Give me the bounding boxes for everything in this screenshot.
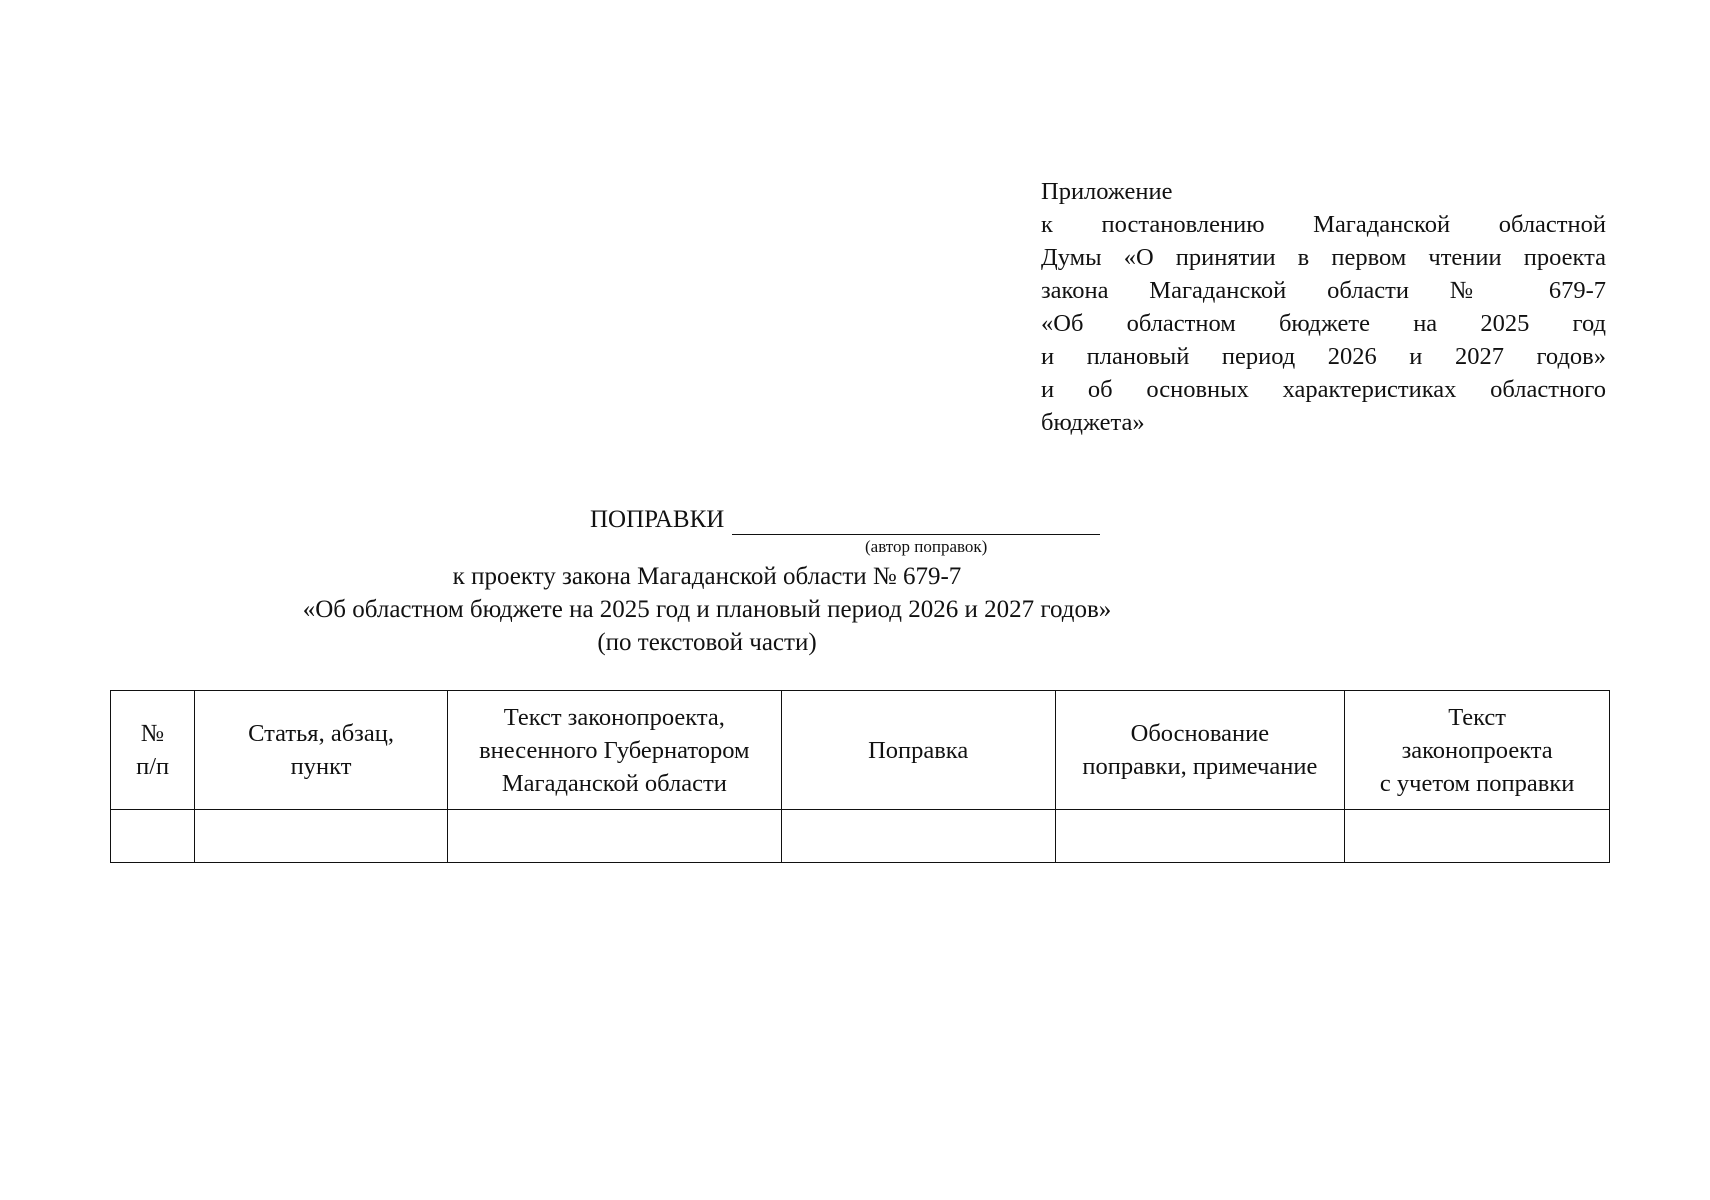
appendix-line: и об основных характеристиках областного — [1041, 376, 1606, 403]
header-number — [111, 691, 195, 810]
header-text: законопроекта — [1401, 736, 1553, 764]
amendments-title — [590, 505, 1100, 535]
appendix-line: «Об областном бюджете на 2025 год — [1041, 310, 1606, 337]
table-cell[interactable] — [111, 810, 195, 863]
author-hint: (автор поправок) — [865, 537, 988, 556]
table-cell[interactable] — [195, 810, 448, 863]
header-text: Текст — [1448, 703, 1507, 731]
header-text: п/п — [136, 753, 170, 780]
header-text: Статья, абзац, — [248, 720, 394, 747]
subtitle-line-1: к проекту закона Магаданской области № 679-7 — [452, 563, 962, 590]
appendix-line: Думы «О принятии в первом чтении проекта — [1041, 244, 1606, 271]
table-cell[interactable] — [1345, 810, 1610, 863]
subtitle-line-3: (по текстовой части) — [597, 629, 817, 656]
table-cell[interactable] — [447, 810, 781, 863]
header-text: № — [140, 720, 165, 747]
header-text: с учетом поправки — [1379, 769, 1575, 797]
table-cell[interactable] — [781, 810, 1055, 863]
header-amendment — [781, 691, 1055, 810]
header-bill-text — [447, 691, 781, 810]
header-text: Поправка — [868, 736, 969, 764]
header-text: пункт — [290, 753, 352, 780]
header-justification — [1055, 691, 1345, 810]
header-text: Магаданской области — [501, 769, 727, 797]
header-text: Обоснование — [1130, 720, 1270, 747]
header-article — [195, 691, 448, 810]
appendix-heading: Приложение — [1041, 178, 1173, 205]
header-text: внесенного Губернатором — [479, 736, 750, 764]
appendix-line: бюджета» — [1041, 409, 1145, 436]
amendments-title-label: ПОПРАВКИ — [590, 506, 725, 533]
appendix-line: и плановый период 2026 и 2027 годов» — [1041, 343, 1606, 370]
appendix-line: к постановлению Магаданской областной — [1041, 211, 1606, 238]
header-amended-text — [1345, 691, 1610, 810]
table-row — [111, 810, 1610, 863]
subtitle-line-2: «Об областном бюджете на 2025 год и плановый период 2026 и 2027 годов» — [302, 596, 1112, 623]
table-header-row — [111, 691, 1610, 810]
header-text: поправки, примечание — [1082, 753, 1318, 780]
appendix-block — [1041, 175, 1606, 439]
appendix-line: закона Магаданской области № 679-7 — [1041, 277, 1606, 304]
author-blank-line[interactable] — [732, 510, 1100, 535]
amendments-table — [110, 690, 1610, 863]
header-text: Текст законопроекта, — [503, 703, 725, 731]
table-cell[interactable] — [1055, 810, 1345, 863]
